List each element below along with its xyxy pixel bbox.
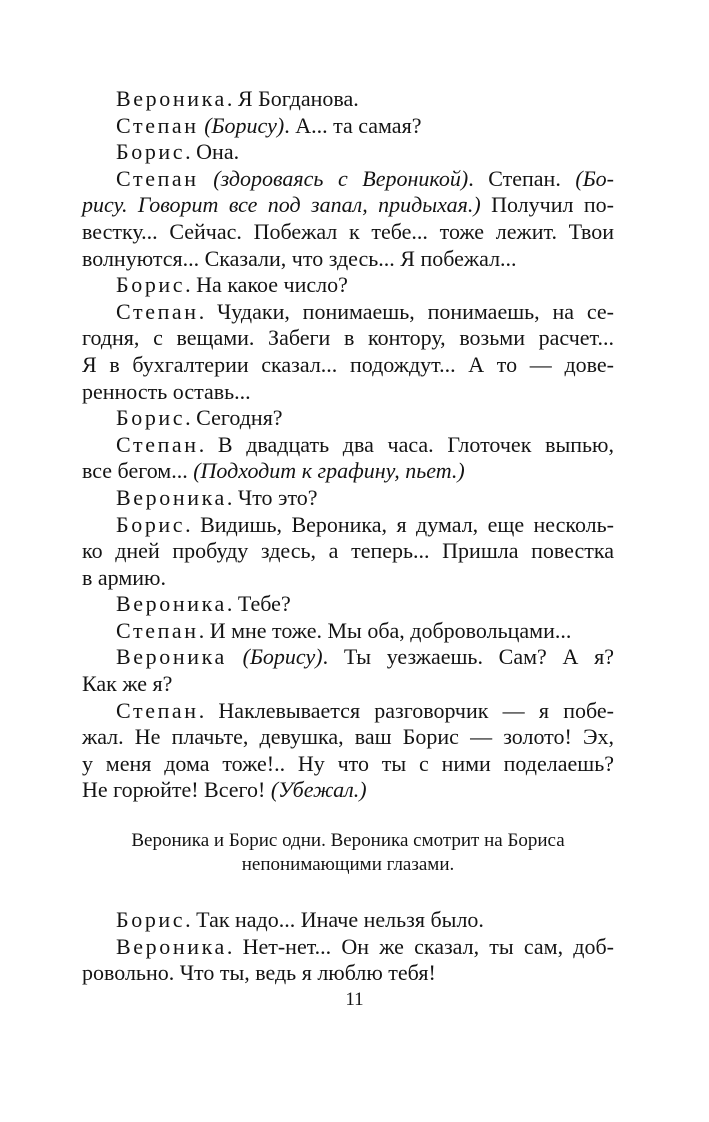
line-26 bbox=[82, 751, 614, 778]
speaker-name: Борис bbox=[116, 907, 186, 933]
line-text: . Я Богданова. bbox=[226, 86, 359, 111]
line-text: . Нет-нет... Он же сказал, ты сам, доб- bbox=[226, 933, 614, 959]
line-text: . Что это? bbox=[226, 484, 318, 510]
line-text: волнуются... Сказали, что здесь... Я побежал... bbox=[82, 245, 517, 271]
speaker-name: Степан bbox=[116, 298, 199, 324]
speaker-name: Степан bbox=[116, 112, 199, 138]
line-25 bbox=[82, 724, 614, 751]
line-18 bbox=[82, 538, 614, 565]
line-6 bbox=[82, 219, 614, 246]
speaker-name: Степан bbox=[116, 617, 199, 643]
line-text: все бегом... bbox=[82, 458, 194, 484]
stage-remark: (Борису) bbox=[204, 112, 285, 138]
line-12 bbox=[82, 379, 614, 406]
speaker-name: Борис bbox=[116, 405, 186, 431]
line-15 bbox=[82, 458, 614, 485]
line-text: . Ты уезжаешь. Сам? А я? bbox=[322, 644, 614, 670]
line-2 bbox=[82, 113, 614, 140]
line-16 bbox=[82, 485, 614, 512]
line-3 bbox=[82, 139, 614, 166]
line-text: в армию. bbox=[82, 564, 166, 590]
speaker-name: Степан bbox=[116, 431, 199, 457]
speaker-name: Вероника bbox=[116, 86, 227, 111]
line-text: . И мне тоже. Мы оба, добровольцами... bbox=[198, 617, 572, 643]
speaker-name: Борис bbox=[116, 139, 186, 165]
line-13 bbox=[82, 405, 614, 432]
line-text: у меня дома тоже!.. Ну что ты с ними поделаешь? bbox=[82, 750, 614, 776]
line-24 bbox=[82, 698, 614, 725]
line-text: . Тебе? bbox=[226, 591, 291, 617]
line-10 bbox=[82, 325, 614, 352]
stage-remark: (Подходит к графину, пьет.) bbox=[193, 458, 465, 484]
line-7 bbox=[82, 246, 614, 273]
line-text: . Сегодня? bbox=[185, 405, 283, 431]
line-1 bbox=[82, 86, 614, 113]
play-text bbox=[82, 86, 614, 987]
stage-remark: рису. Говорит все под запал, придыхая.) bbox=[82, 192, 481, 218]
speaker-name: Вероника bbox=[116, 484, 227, 510]
stage-direction: Вероника и Борис одни. Вероника смотрит на Бориса непонимающими глазами. bbox=[131, 830, 565, 876]
line-23 bbox=[82, 671, 614, 698]
line-5 bbox=[82, 192, 614, 219]
line-30 bbox=[82, 960, 614, 987]
stage-remark: (Бо- bbox=[575, 165, 615, 191]
line-28 bbox=[82, 907, 614, 934]
speaker-name: Борис bbox=[116, 272, 186, 298]
line-text: . Наклевывается разговорчик — я побе- bbox=[198, 697, 614, 723]
line-text: ровольно. Что ты, ведь я люблю тебя! bbox=[82, 960, 436, 986]
line-21 bbox=[82, 618, 614, 645]
line-27 bbox=[82, 777, 614, 804]
line-19 bbox=[82, 565, 614, 592]
speaker-name: Вероника bbox=[116, 591, 227, 617]
line-text: Не горюйте! Всего! bbox=[82, 777, 271, 803]
line-text: Как же я? bbox=[82, 671, 173, 697]
line-text: . На какое число? bbox=[185, 272, 348, 298]
line-29 bbox=[82, 934, 614, 961]
stage-remark: (здороваясь с Вероникой) bbox=[213, 165, 469, 191]
line-4 bbox=[82, 166, 614, 193]
page-number: 11 bbox=[345, 989, 364, 1010]
line-text: Я в бухгалтерии сказал... подождут... А то — дове- bbox=[82, 351, 614, 377]
line-text: . Чудаки, понимаешь, понимаешь, на се- bbox=[198, 298, 614, 324]
line-text: . Видишь, Вероника, я думал, еще несколь- bbox=[185, 511, 614, 537]
line-text: Получил по- bbox=[480, 192, 614, 218]
line-text: . В двадцать два часа. Глоточек выпью, bbox=[198, 431, 614, 457]
line-text: . Она. bbox=[185, 139, 240, 165]
speaker-name: Степан bbox=[116, 697, 199, 723]
line-8 bbox=[82, 272, 614, 299]
line-20 bbox=[82, 591, 614, 618]
line-text: . Так надо... Иначе нельзя было. bbox=[185, 907, 484, 933]
line-text: . А... та самая? bbox=[284, 112, 422, 138]
speaker-name: Вероника bbox=[116, 644, 227, 670]
speaker-name: Степан bbox=[116, 165, 199, 191]
line-9 bbox=[82, 299, 614, 326]
line-11 bbox=[82, 352, 614, 379]
line-text: вестку... Сейчас. Побежал к тебе... тоже лежит. Твои bbox=[82, 218, 614, 244]
line-text: ренность оставь... bbox=[82, 378, 251, 404]
line-text: годня, с вещами. Забеги в контору, возьми расчет... bbox=[82, 325, 614, 351]
line-17 bbox=[82, 512, 614, 539]
line-text: жал. Не плачьте, девушка, ваш Борис — золото! Эх, bbox=[82, 724, 614, 750]
line-14 bbox=[82, 432, 614, 459]
line-22 bbox=[82, 644, 614, 671]
line-text: . Степан. bbox=[468, 165, 576, 191]
line-text: ко дней пробуду здесь, а теперь... Пришла повестка bbox=[82, 538, 614, 564]
speaker-name: Вероника bbox=[116, 933, 227, 959]
speaker-name: Борис bbox=[116, 511, 186, 537]
stage-remark: (Убежал.) bbox=[270, 777, 367, 803]
stage-remark: (Борису) bbox=[226, 644, 323, 670]
